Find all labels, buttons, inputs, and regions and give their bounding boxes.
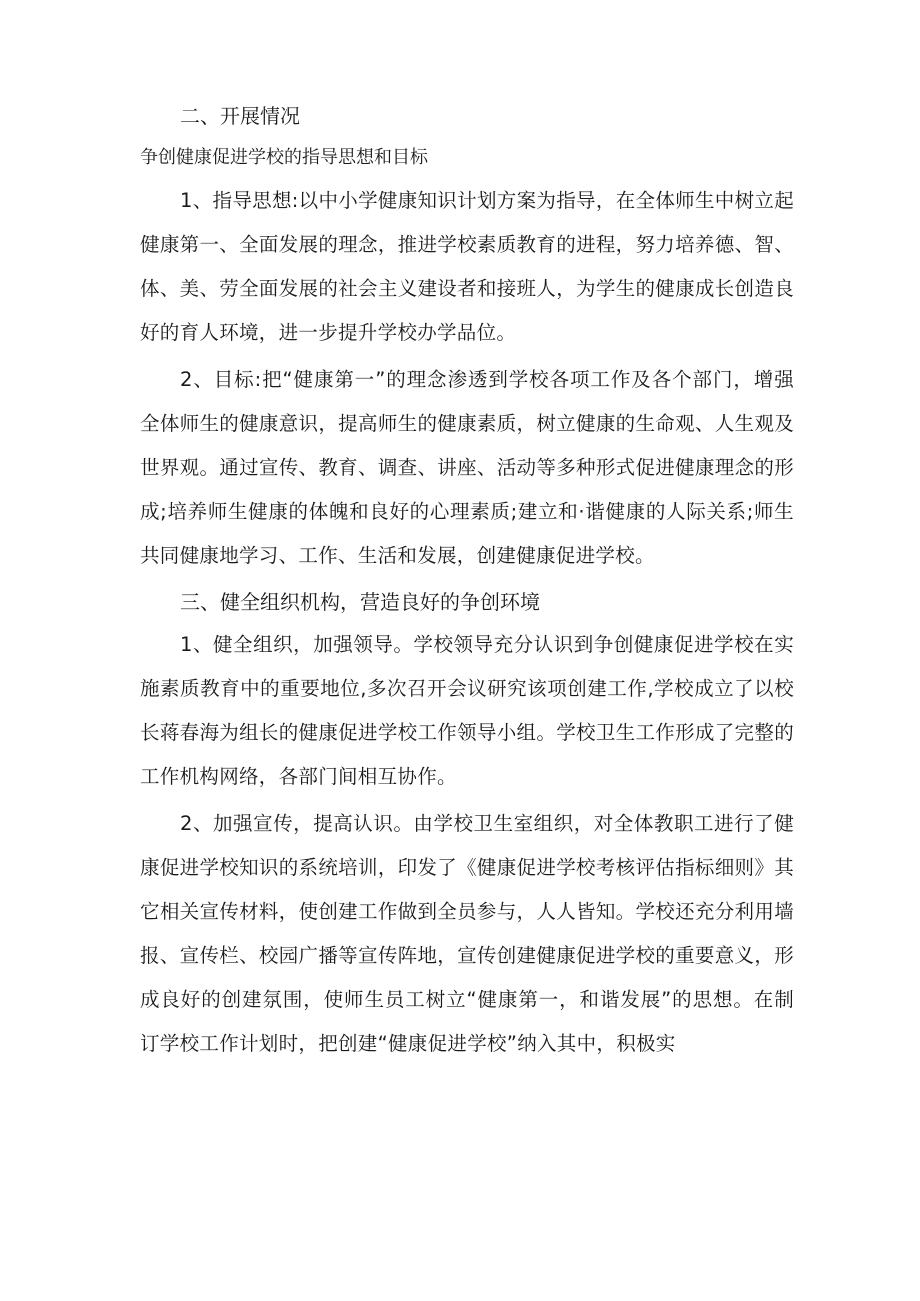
paragraph-guiding-thought: 1、指导思想:以中小学健康知识计划方案为指导，在全体师生中树立起健康第一、全面发展的理念，推进学校素质教育的进程，努力培养德、智、体、美、劳全面发展的社会主义建设者和接班人，为学生的健康成长创造良好的育人环境，进一步提升学校办学品位。 [140,189,794,344]
section-heading-3: 三、健全组织机构，营造良好的争创环境 [180,590,540,614]
section-heading-2: 二、开展情况 [180,104,300,128]
document-body [140,95,794,1069]
paragraph-publicity: 2、加强宣传，提高认识。由学校卫生室组织，对全体教职工进行了健康促进学校知识的系统培训，印发了《健康促进学校考核评估指标细则》其它相关宣传材料，使创建工作做到全员参与，人人皆知。学校还充分利用墙报、宣传栏、校园广播等宣传阵地，宣传创建健康促进学校的重要意义，形成良好的创建氛围，使师生员工树立“健康第一，和谐发展”的思想。在制订学校工作计划时，把创建“健康促进学校”纳入其中，积极实 [140,812,794,1055]
paragraph-organization: 1、健全组织，加强领导。学校领导充分认识到争创健康促进学校在实施素质教育中的重要地位,多次召开会议研究该项创建工作,学校成立了以校长蒋春海为组长的健康促进学校工作领导小组。学校卫生工作形成了完整的工作机构网络，各部门间相互协作。 [140,633,794,788]
subsection-title-guiding: 争创健康促进学校的指导思想和目标 [140,147,428,168]
paragraph-goal: 2、目标:把“健康第一”的理念渗透到学校各项工作及各个部门，增强全体师生的健康意识，提高师生的健康素质，树立健康的生命观、人生观及世界观。通过宣传、教育、调查、讲座、活动等多种形式促进健康理念的形成;培养师生健康的体魄和良好的心理素质;建立和·谐健康的人际关系;师生共同健康地学习、工作、生活和发展，创建健康促进学校。 [140,368,794,567]
